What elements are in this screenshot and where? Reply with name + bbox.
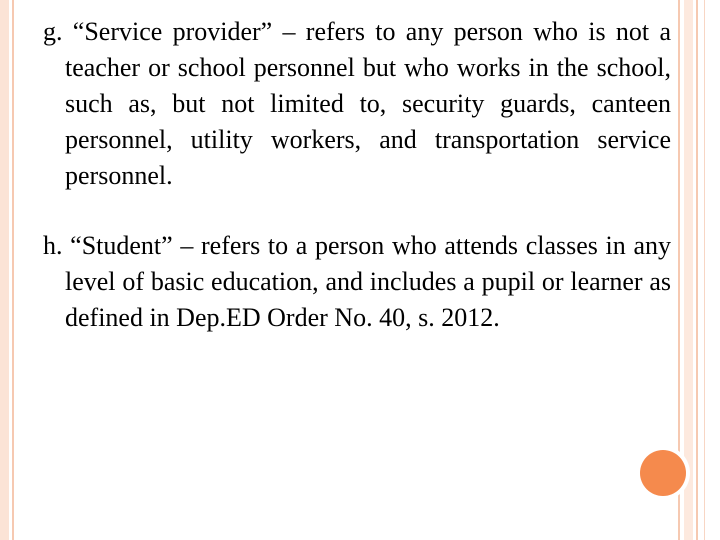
decorative-orange-circle <box>640 450 686 496</box>
definition-service-provider: g. “Service provider” – refers to any person who is not a teacher or school personnel but who works in the school, such as, but not limited to, security guards, canteen personnel, utility workers, and transportation service personnel. <box>43 17 671 190</box>
slide-body <box>43 14 671 336</box>
right-border-line-outer <box>704 0 705 540</box>
left-border-line <box>12 0 14 540</box>
left-border-strip <box>0 0 9 540</box>
definition-student: h. “Student” – refers to a person who attends classes in any level of basic education, and includes a pupil or learner as defined in Dep.ED Order No. 40, s. 2012. <box>43 231 671 332</box>
right-border-line-inner <box>696 0 698 540</box>
